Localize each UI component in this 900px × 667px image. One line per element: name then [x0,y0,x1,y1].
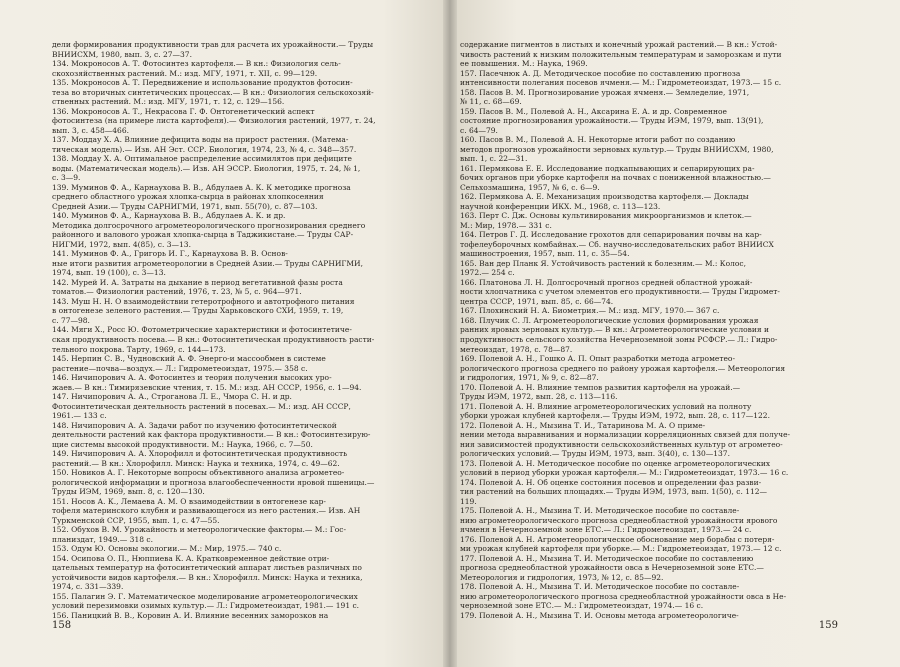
text-line: томатов.— Физиология растений, 1976, т. 23, № 5, с. 964—971. [52,287,302,297]
text-line: 143. Муш Н. Н. О взаимодействии гетеротрофного и автотрофного питания [52,296,355,306]
text-line: Метеорология и гидрология, 1973, № 12, с. 85—92. [460,572,664,582]
text-line: 164. Петров Г. Д. Исследование грохотов для сепарирования почвы на кар- [460,230,762,240]
text-line: 177. Полевой А. Н., Мызина Т. И. Методическое пособие по составлению [460,553,754,563]
text-line: ячменя в Нечерноземной зоне ЕТС.— Л.: Гидрометеоиздат, 1973.— 24 с. [460,525,752,535]
text-line: 167. Плохинский Н. А. Биометрия.— М.: изд. МГУ, 1970.— 367 с. [460,306,720,316]
text-line: прогноза среднеобластной урожайности овса в Нечерноземной зоне ЕТС.— [460,563,764,573]
text-line: уборки урожая клубней картофеля.— Труды ИЭМ, 1972, вып. 28, с. 117—122. [460,411,770,421]
text-line: рологического прогноза среднего по району урожая картофеля.— Метеорология [460,363,786,373]
text-line: и гидрология, 1971, № 9, с. 82—87. [460,373,599,383]
text-line: 151. Носов А. К., Лемаева А. М. О взаимодействии в онтогенезе кар- [52,496,326,506]
text-line: Сельхозмашина, 1957, № 6, с. 6—9. [460,182,600,192]
right-page-text [460,40,840,620]
text-line: 139. Муминов Ф. А., Карнаухова В. В., Абдулаев А. К. К методике прогноза [52,182,351,192]
text-line: нию агрометеорологического прогноза среднеобластной урожайности ярового [460,515,778,525]
text-line: 165. Ван дер Планк Я. Устойчивость растений к болезням.— М.: Колос, [460,258,746,268]
text-line: 150. Новиков А. Г. Некоторые вопросы объективного анализа агрометео- [52,468,345,478]
text-line: ми урожая клубней картофеля при уборке.— М.: Гидрометеоиздат, 1973.— 12 с. [460,544,782,554]
text-line: щие системы высокой продуктивности. М.: Наука, 1966, с. 7—50. [52,439,313,449]
text-line: скохозяйственных растений. М.: изд. МГУ, 1971, т. XII, с. 99—129. [52,68,318,78]
text-line: 134. Мокроносов А. Т. Фотосинтез картофеля.— В кн.: Физиология сель- [52,59,341,69]
text-line: 174. Полевой А. Н. Об оценке состояния посевов и определении фаз разви- [460,477,762,487]
text-line: с. 64—79. [460,125,498,135]
text-line: ранних яровых зерновых культур.— В кн.: Агрометеорологические условия и [460,325,770,335]
text-line: 149. Ничипорович А. А. Хлорофилл и фотосинтетическая продуктивность [52,449,348,459]
text-line: с. 77—98. [52,315,90,325]
text-line: Средней Азии.— Труды САРНИГМИ, 1971, вып. 55(70), с. 87—103. [52,201,318,211]
text-line: 137. Моддау Х. А. Влияние дефицита воды на прирост растения. (Матема- [52,135,349,145]
text-line: вып. 1, с. 22—31. [460,154,528,164]
text-line: 170. Полевой А. Н. Влияние темпов развития картофеля на урожай.— [460,382,741,392]
left-page-text [52,40,438,620]
text-line: НИГМИ, 1972, вып. 4(85), с. 3—13. [52,239,191,249]
left-page-number: 158 [52,620,72,631]
text-line: среднего областного урожая хлопка-сырца в районах хлопкосеяния [52,192,324,202]
text-line: цательных температур на фотосинтетический аппарат листьев различных по [52,563,362,573]
text-line: 145. Нерпин С. В., Чудновский А. Ф. Энерго-и массообмен в системе [52,354,326,364]
text-line: 136. Мокроносов А. Т., Некрасова Г. Ф. Онтогенетический аспект [52,106,315,116]
text-line: 156. Паницкий В. В., Коровин А. И. Влияние весенних заморозков на [52,610,329,620]
text-line: 144. Мяги Х., Росс Ю. Фотометрические характеристики и фотосинтетиче- [52,325,352,335]
text-line: 178. Полевой А. Н., Мызина Т. И. Методическое пособие по составле- [460,582,740,592]
text-line: 152. Обухов В. М. Урожайность и метеорологические факторы.— М.: Гос- [52,525,346,535]
text-line: 119. [460,496,477,506]
text-line: тельного покрова. Тарту, 1969, с. 144—173. [52,344,226,354]
text-line: № 11, с. 68—69. [460,97,522,107]
text-line: бочих органов при уборке картофеля на почвах с пониженной влажностью.— [460,173,771,183]
text-line: машиностроения, 1957, вып. 11, с. 35—54. [460,249,630,259]
text-line: Туркменской ССР, 1955, вып. 1, с. 47—55. [52,515,220,525]
book-gutter [443,0,457,667]
text-line: 175. Полевой А. Н., Мызина Т. И. Методическое пособие по составле- [460,506,740,516]
text-line: Труды ИЭМ, 1969, вып. 8, с. 120—130. [52,487,205,497]
text-line: 157. Пасечнюк А. Д. Методическое пособие по составлению прогноза [460,68,741,78]
text-line: 158. Пасов В. М. Прогнозирование урожая ячменя.— Земледелие, 1971, [460,87,750,97]
text-line: 162. Пермякова А. Е. Механизация производства картофеля.— Доклады [460,192,749,202]
text-line: рологических условий.— Труды ИЭМ, 1973, вып. 3(40), с. 130—137. [460,449,730,459]
text-line: научной конференции ИКХ. М., 1968, с. 113—123. [460,201,661,211]
text-line: 179. Полевой А. Н., Мызина Т. И. Основы метода агрометеорологиче- [460,610,739,620]
right-page-number: 159 [818,620,838,631]
text-line: продуктивность сельского хозяйства Нечерноземной зоны РСФСР.— Л.: Гидро- [460,334,778,344]
text-line: чивость растений к низким положительным температурам и заморозкам и пути [460,49,782,59]
text-line: жаев.— В кн.: Тимирязевские чтения, т. 15. М.: изд. АН СССР, 1956, с. 1—94. [52,382,362,392]
text-line: вып. 3, с. 458—466. [52,125,129,135]
text-line: 142. Мурей И. А. Затраты на дыхание в период вегетативной фазы роста [52,277,343,287]
right-page [450,0,900,667]
text-line: в онтогенезе зеленого растения.— Труды Харьковского СХИ, 1959, т. 19, [52,306,344,316]
text-line: 166. Платонова Л. Н. Долгосрочный прогноз средней областной урожай- [460,277,753,287]
text-line: 1974, вып. 19 (100), с. 3—13. [52,268,166,278]
text-line: 163. Перт С. Дж. Основы культивирования микроорганизмов и клеток.— [460,211,752,221]
text-line: воды. (Математическая модель).— Изв. АН ЭССР. Биология, 1975, т. 24, № 1, [52,163,361,173]
text-line: 147. Ничипорович А. А., Строганова Л. Е., Чмора С. Н. и др. [52,392,292,402]
text-line: планиздат, 1949.— 318 с. [52,534,153,544]
text-line: теза во вторичных синтетических процессах.— В кн.: Физиология сельскохозяй- [52,87,374,97]
text-line: 141. Муминов Ф. А., Григорь И. Г., Карнаухова В. В. Основ- [52,249,288,259]
text-line: нию агрометеорологического прогноза среднеобластной урожайности овса в Не- [460,591,787,601]
text-line: ственных растений. М.: изд. МГУ, 1971, т. 12, с. 129—156. [52,97,285,107]
text-line: 159. Пасов В. М., Полевой А. Н., Аксарина Е. А. и др. Современное [460,106,727,116]
text-line: 153. Одум Ю. Основы экологии.— М.: Мир, 1975.— 740 с. [52,544,282,554]
text-line: условий в период уборки урожая картофеля.— М.: Гидрометеоиздат, 1973.— 16 с. [460,468,789,478]
text-line: ее повышения. М.: Наука, 1969. [460,59,588,69]
text-line: тия растений на больших площадях.— Труды ИЭМ, 1973, вып. 1(50), с. 112— [460,487,768,497]
text-line: 168. Плучик С. Л. Агрометеорологические условия формирования урожая [460,315,759,325]
text-line: М.: Мир, 1978.— 331 с. [460,220,552,230]
text-line: 173. Полевой А. Н. Методическое пособие по оценке агрометеорологических [460,458,771,468]
text-line: 169. Полевой А. Н., Гошко А. П. Опыт разработки метода агрометео- [460,354,735,364]
text-line: состояние прогнозирования урожайности.— Труды ИЭМ, 1979, вып. 13(91), [460,116,764,126]
text-line: ности хлопчатника с учетом элементов его продуктивности.— Труды Гидромет- [460,287,780,297]
text-line: тическая модель).— Изв. АН Эст. ССР. Биология, 1974, 23, № 4, с. 348—357. [52,144,357,154]
text-line: 1972.— 254 с. [460,268,515,278]
text-line: 146. Ничипорович А. А. Фотосинтез и теория получения высоких уро- [52,373,332,383]
text-line: ния зависимостей продуктивности сельскохозяйственных культур от агрометео- [460,439,783,449]
text-line: устойчивости видов картофеля.— В кн.: Хлорофилл. Минск: Наука и техника, [52,572,363,582]
text-line: черноземной зоне ЕТС.— М.: Гидрометеоиздат, 1974.— 16 с. [460,601,704,611]
text-line: 172. Полевой А. Н., Мызина Т. И., Татаринова М. А. О приме- [460,420,706,430]
text-line: тофеля материнского клубня и развивающегося из него растения.— Изв. АН [52,506,361,516]
text-line: 160. Пасов В. М., Полевой А. Н. Некоторые итоги работ по созданию [460,135,736,145]
text-line: 176. Полевой А. Н. Агрометеорологическое обоснование мер борьбы с потеря- [460,534,775,544]
text-line: районного и валового урожая хлопка-сырца в Таджикистане.— Труды САР- [52,230,354,240]
text-line: интенсивности полегания посевов ячменя.— М.: Гидрометеоиздат, 1973.— 15 с. [460,78,782,88]
text-line: растение—почва—воздух.— Л.: Гидрометеоиздат, 1975.— 358 с. [52,363,308,373]
text-line: Фотосинтетическая деятельность растений в посевах.— М.: изд. АН СССР, [52,401,351,411]
text-line: Труды ИЭМ, 1972, вып. 28, с. 113—116. [460,392,618,402]
text-line: 148. Ничипорович А. А. Задачи работ по изучению фотосинтетической [52,420,337,430]
text-line: 140. Муминов Ф. А., Карнаухова В. В., Абдулаев А. К. и др. [52,211,286,221]
text-line: ская продуктивность посева.— В кн.: Фотосинтетическая продуктивность расти- [52,334,375,344]
text-line: фотосинтеза (на примере листа картофеля).— Физиология растений, 1977, т. 24, [52,116,376,126]
text-line: 171. Полевой А. Н. Влияние агрометеорологических условий на полноту [460,401,752,411]
text-line: центра СССР, 1971, вып. 85, с. 66—74. [460,296,614,306]
text-line: методов прогнозов урожайности зерновых культур.— Труды ВНИИСХМ, 1980, [460,144,774,154]
text-line: ВНИИСХМ, 1980, вып. 3, с. 27—37. [52,49,192,59]
text-line: метеоиздат, 1978, с. 78—87. [460,344,573,354]
text-line: содержание пигментов в листьях и конечный урожай растений.— В кн.: Устой- [460,40,778,49]
text-line: нении метода выравнивания и нормализации корреляционных связей для получе- [460,430,791,440]
text-line: растений.— В кн.: Хлорофилл. Минск: Наука и техника, 1974, с. 49—62. [52,458,340,468]
text-line: тофелеуборочных комбайнах.— Сб. научно-исследовательских работ ВНИИСХ [460,239,774,249]
text-line: Методика долгосрочного агрометеорологического прогнозирования среднего [52,220,366,230]
text-line: 155. Палагин Э. Г. Математическое моделирование агрометеорологических [52,591,358,601]
text-line: деятельности растений как фактора продуктивности.— В кн.: Фотосинтезирую- [52,430,371,440]
text-line: 138. Моддау Х. А. Оптимальное распределение ассимилятов при дефиците [52,154,352,164]
text-line: 1974, с. 331—339. [52,582,124,592]
text-line: с. 3—9. [52,173,81,183]
text-line: 135. Мокроносов А. Т. Передвижение и использование продуктов фотосин- [52,78,353,88]
text-line: 154. Осипова О. П., Нюппиева К. А. Кратковременное действие отри- [52,553,330,563]
text-line: рологической информации и прогноза влагообеспеченности яровой пшеницы.— [52,477,375,487]
text-line: дели формирования продуктивности трав для расчета их урожайности.— Труды [52,40,374,49]
text-line: ные итоги развития агрометеорологии в Средней Азии.— Труды САРНИГМИ, [52,258,363,268]
text-line: 161. Пермякова Е. Е. Исследование подкапывающих и сепарирующих ра- [460,163,755,173]
text-line: 1961.— 133 с. [52,411,107,421]
text-line: условий перезимовки озимых культур.— Л.: Гидрометеоиздат, 1981.— 191 с. [52,601,360,611]
